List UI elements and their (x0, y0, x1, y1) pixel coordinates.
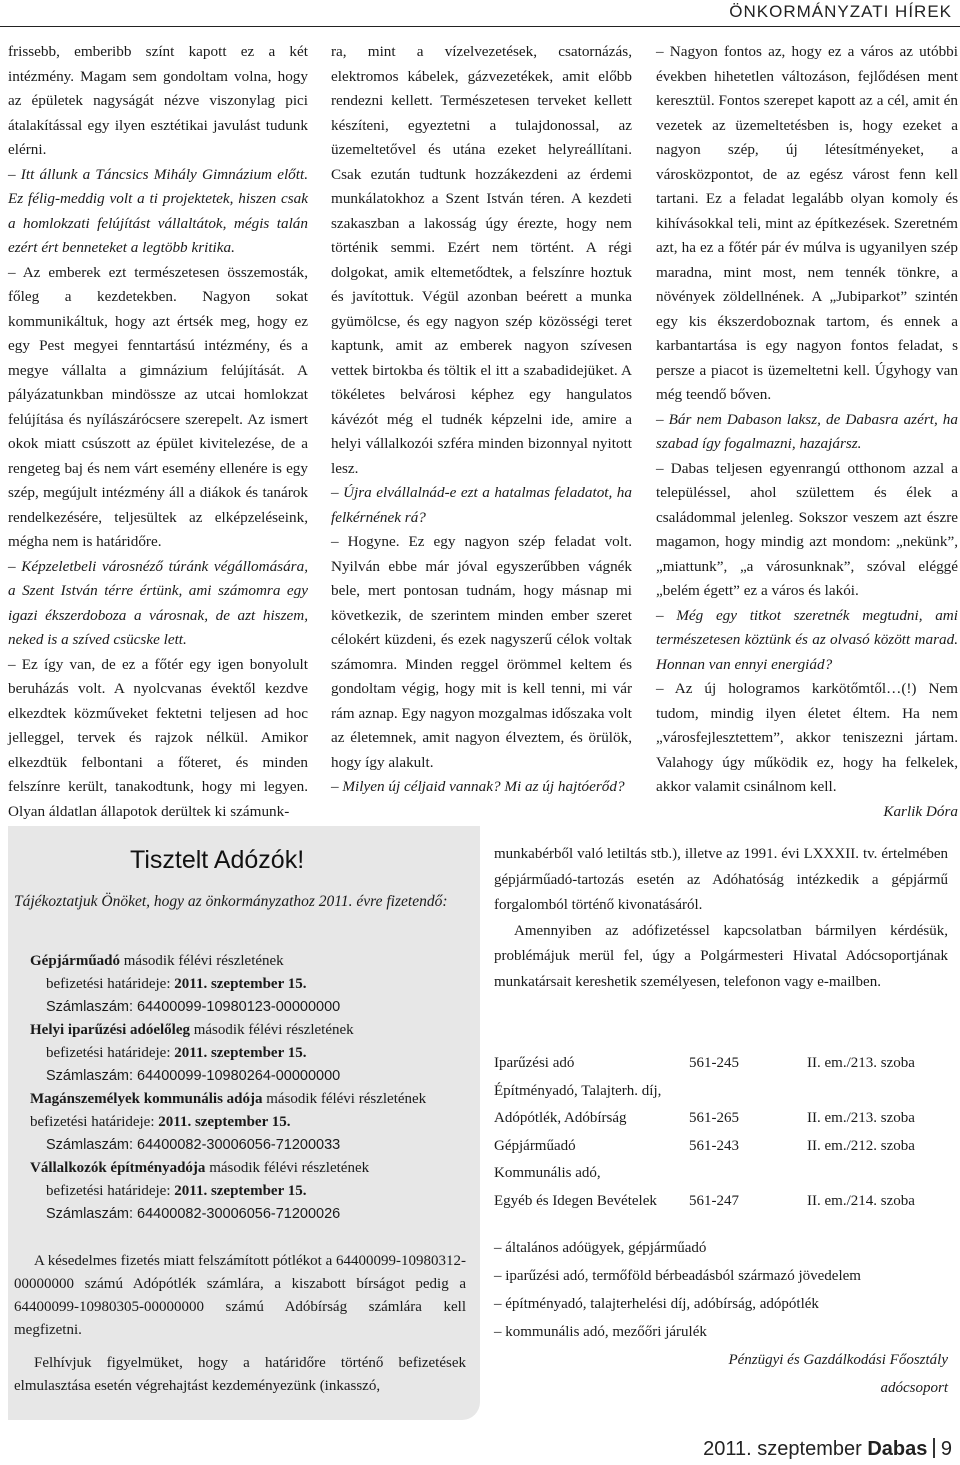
office-row: Egyéb és Idegen Bevételek 561-247 II. em./214. szoba (494, 1192, 915, 1209)
paragraph: – Hogyne. Ez egy nagyon szép feladat volt. Nyilván ebbe már jóval egyszerűbben vágnék bele, mert pontosan tudnám, hogy másnap mi következik, de szerintem minden ember szeret célokért küzdeni, és ezek nagyszerű célok voltak számomra. Minden reggel örömmel keltem és gondoltam végig, hogy mit is kell tenni, mi vár rám aznap. Egy nagyon mozgalmas időszaka volt az életemnek, amit nagyon élveztem, és örülök, hogy így alakult. (331, 533, 632, 771)
continuation-paragraph: munkabérből való letiltás stb.), illetve az 1991. évi LXXXII. tv. értelmében gépjárműadó-tartozás esetén az Adóhatóság intézkedik a gépjármű forgalomból történő kivonatásáról. (494, 846, 948, 913)
paragraph: frissebb, emberibb színt kapott ez a két intézmény. Magam sem gondoltam volna, hogy az épületek nagyságát nézve viszonylag pici átalakítással egy ilyen esztétikai javulást tudunk elérni. (8, 43, 308, 158)
notice-continuation (494, 842, 948, 995)
office-row: Adópótlék, Adóbírság 561-265 II. em./213. szoba (494, 1110, 915, 1126)
paragraph: – Újra elvállalnád-e ezt a hatalmas feladatot, ha felkérnének rá? (331, 484, 632, 526)
paragraph: ra, mint a vízelvezetések, csatornázás, elektromos kábelek, gázvezetékek, amit előbb rendezni kellett. Természetesen terveket kellett készíteni, egyeztetni a tulajdonossal, az üzemeltetővel és utána ezeket helyreállítani. Csak ezután tudtunk hozzákezdeni az érdemi munkálatokhoz a Szent István téren. A kezdeti szakaszban a lakosság úgy érezte, hogy nem történik semmi. Ezért nem történt. A régi dolgokat, amik eltemetődtek, a felszínre hoztuk és javítottuk. Végül azonban beérett a munka gyümölcse, és egy nagyon szép közösségi teret kaptunk, amit az emberek nagyon szívesen vettek birtokba és töltik el itt a szabadidejüket. A tökéletes belvárosi képhez egy hangulatos kávézót még el tudnék képzelni ide, amire a helyi vállalkozói szféra minden bizonnyal nyitott lesz. (331, 43, 632, 477)
paragraph: – Az emberek ezt természetesen összemosták, főleg a kezdetekben. Nagyon sokat kommunikáltuk, hogy azt értsék meg, hogy ez egy Pest megyei fenntartású intézmény, és a megye vállalta a gimnázium felújítását. A pályázatunkban mindössze az utcai homlokzat felújítása és nyílászárócsere szerepelt. Az ismert okok miatt csúszott az épület kivitelezése, de a rengeteg baj és nem várt esemény ellenére is egy szép, megújult intézmény áll a diákok és tanárok rendelkezésére, teljesültek az elképzeléseink, mégha nem is határidőre. (8, 263, 308, 550)
responsibilities-list (494, 1234, 944, 1346)
tax-item: Magánszemélyek kommunális adója második félévi részletének befizetési határideje: 2011. szeptember 15. Számlaszám: 64400082-30006056-71200033 (30, 1091, 427, 1153)
office-row: Építményadó, Talajterh. díj, (494, 1082, 662, 1099)
tax-item: Helyi iparűzési adóelőleg második félévi részletének befizetési határideje: 2011. szeptember 15. Számlaszám: 64400099-10980264-00000000 (30, 1022, 354, 1084)
paragraph: – Az új hologramos karkötőmtől…(!) Nem tudom, mindig ilyen életet éltem. Ha nem „városfejlesztettem”, akkor teniszezni jártam. Valahogy úgy működik ez, hogy ha felkelek, akkor valamit csinálnom kell. (656, 680, 958, 795)
tax-item: Gépjárműadó második félévi részletének befizetési határideje: 2011. szeptember 15. Számlaszám: 64400099-10980123-00000000 (30, 953, 341, 1015)
paragraph: – Bár nem Dabason laksz, de Dabasra azért, ha szabad így fogalmazni, hazajársz. (656, 410, 958, 452)
paragraph: – Ez így van, de ez a főtér egy igen bonyolult beruházás volt. A nyolcvanas évektől kezdve elkezdtek közműveket fektetni teljesen ad hoc jelleggel, tervek és rajzok nélkül. Amikor elkezdtük felbontani a főteret, és minden felszínre került, tanakodtunk, hogy mi legyen. Olyan áldatlan állapotok derültek ki számunk- (8, 655, 308, 820)
page-footer (703, 1438, 952, 1461)
tax-notice-intro: Tájékoztatjuk Önöket, hogy az önkormányzathoz 2011. évre fizetendő: (14, 893, 448, 910)
article-column-1 (8, 40, 308, 824)
article-column-2 (331, 40, 632, 800)
tax-item: Vállalkozók építményadója második félévi részletének befizetési határideje: 2011. szeptember 15. Számlaszám: 64400082-30006056-71200026 (30, 1160, 370, 1222)
office-row: Iparűzési adó 561-245 II. em./213. szoba (494, 1055, 915, 1071)
issue-date: 2011. szeptember (703, 1438, 862, 1460)
contact-paragraph: Amennyiben az adófizetéssel kapcsolatban bármilyen kérdésük, problémájuk merül fel, úgy a Polgármesteri Hivatal Adócsoportjának munkatársait kereshetik személyesen, telefonon vagy e-mailben. (494, 922, 948, 990)
tax-notice-title: Tisztelt Adózók! (130, 846, 305, 874)
paragraph: – Milyen új céljaid vannak? Mi az új hajtóerőd? (331, 778, 625, 795)
list-item: – építményadó, talajterhelési díj, adóbírság, adópótlék (494, 1296, 819, 1312)
tax-deadlines-list (30, 950, 470, 1226)
list-item: – általános adóügyek, gépjárműadó (494, 1240, 707, 1256)
enforcement-warning: Felhívjuk figyelmüket, hogy a határidőre történő befizetések elmulasztása esetén végrehajtást kezdeményezünk (inkasszó, (14, 1355, 466, 1394)
late-payment-text: A késedelmes fizetés miatt felszámított pótlékot a 64400099-10980312-00000000 számú Adópótlék számlára, a kiszabott bírságot pedig a 64400099-10980305-00000000 számú Adóbírság számlára kell megfizetni. (14, 1253, 466, 1338)
list-item: – kommunális adó, mezőőri járulék (494, 1324, 707, 1340)
page-number: 9 (940, 1438, 952, 1460)
section-title: ÖNKORMÁNYZATI HÍREK (729, 2, 952, 21)
article-column-3 (656, 40, 958, 824)
footer-divider (933, 1438, 935, 1458)
paragraph: – Itt állunk a Táncsics Mihály Gimnázium előtt. Ez félig-meddig volt a ti projektetek, hiszen csak a homlokzati felújítást vállaltátok, mégis talán ezért ért benneteket a legtöbb kritika. (8, 165, 308, 256)
list-item: – iparűzési adó, termőföld bérbeadásból származó jövedelem (494, 1268, 861, 1284)
department-signature: Pénzügyi és Gazdálkodási Főosztály adócsoport (728, 1352, 948, 1396)
paragraph: – Még egy titkot szeretnék megtudni, ami természetesen köztünk és az olvasó között marad. Honnan van ennyi energiád? (656, 606, 958, 673)
author-signature: Karlik Dóra (883, 802, 958, 820)
office-contacts-table (494, 1050, 944, 1215)
paragraph: – Képzeletbeli városnéző túránk végállomására, a Szent István térre értünk, ami számomra egy igazi ékszerdoboza a városnak, de azt hiszem, neked is a szíved csücske lett. (8, 557, 308, 648)
paragraph: – Nagyon fontos az, hogy ez a város az utóbbi években hihetetlen változáson, fejlődésen ment keresztül. Fontos szerepet kapott az a cél, amit én vezetek az üzemeltetésben is, hogy ezeket a nagyon szép, új létesítményeket, a városközpontot, de az egész várost fenn kell tartani. Ez a feladat legalább olyan komoly és kihívásokkal teli, mint az építkezések. Szeretném azt, ha ez a főtér pár év múlva is ugyanilyen szép maradna, mint most, nem tennék tönkre, a növények zöldellnének. A „Jubiparkot” szintén egy kis ékszerdoboznak tartom, és ennek a karbantartása is egy nagyon fontos feladat, s persze a piacot is üzemeltetni kell. Úgyhogy van még teendő bőven. (656, 43, 958, 403)
publication-name: Dabas (867, 1438, 928, 1460)
paragraph: – Dabas teljesen egyenrangú otthonom azzal a településsel, ahol születtem és élek a családommal jelenleg. Sokszor veszem azt észre magamon, hogy mindig azt mondom: „nekünk”, „miattunk”, „a városunknak”, szóval eléggé „belém égett” ez a város és lakói. (656, 459, 958, 599)
office-row: Gépjárműadó 561-243 II. em./212. szoba (494, 1137, 915, 1154)
office-row: Kommunális adó, (494, 1165, 601, 1181)
header-rule (0, 26, 960, 27)
